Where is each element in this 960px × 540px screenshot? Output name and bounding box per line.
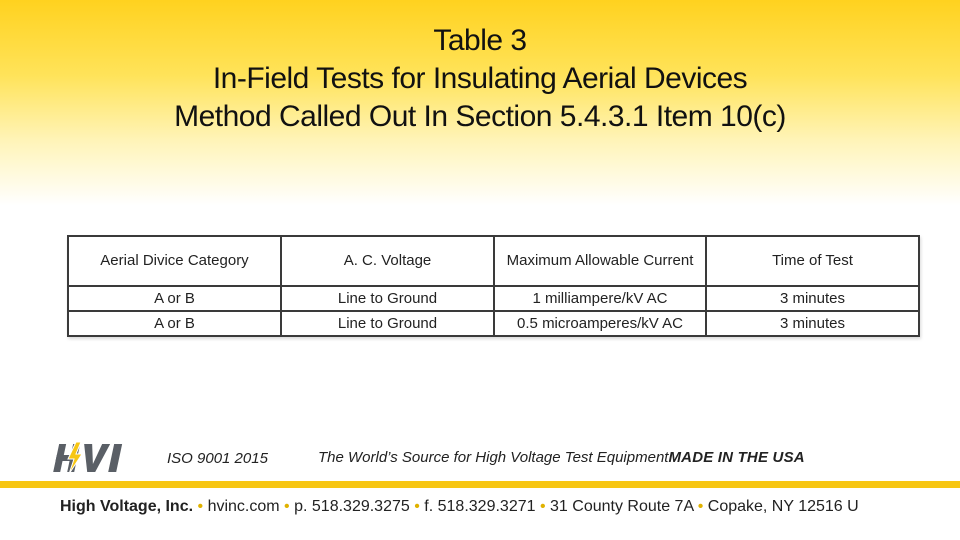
table-row xyxy=(68,311,919,336)
table-row xyxy=(68,286,919,311)
fax-number: f. 518.329.3271 xyxy=(424,498,536,515)
iso-certification: ISO 9001 2015 xyxy=(167,450,268,467)
title-line-3: Method Called Out In Section 5.4.3.1 Item 10(c) xyxy=(174,100,786,133)
title-line-1: Table 3 xyxy=(433,24,527,57)
header-category: Aerial Divice Category xyxy=(68,236,281,286)
company-name: High Voltage, Inc. xyxy=(60,498,194,515)
separator: • xyxy=(697,498,704,515)
separator: • xyxy=(197,498,204,515)
website-link[interactable]: hvinc.com xyxy=(207,498,280,515)
header-time: Time of Test xyxy=(706,236,919,286)
phone-number: p. 518.329.3275 xyxy=(294,498,410,515)
title-line-2: In-Field Tests for Insulating Aerial Devices xyxy=(212,62,748,95)
separator: • xyxy=(284,498,290,515)
cell-category: A or B xyxy=(68,286,281,311)
city-state-zip: Copake, NY 12516 U xyxy=(707,498,859,515)
header-voltage: A. C. Voltage xyxy=(281,236,494,286)
footer-divider xyxy=(0,481,960,488)
lightning-bolt-icon xyxy=(52,440,130,476)
tagline xyxy=(318,449,805,466)
separator: • xyxy=(414,498,420,515)
cell-voltage: Line to Ground xyxy=(281,286,494,311)
cell-time: 3 minutes xyxy=(706,311,919,336)
slide-title xyxy=(0,22,960,136)
table-header-row xyxy=(68,236,919,286)
cell-voltage: Line to Ground xyxy=(281,311,494,336)
header-max-current: Maximum Allowable Current xyxy=(494,236,706,286)
made-in-usa: MADE IN THE USA xyxy=(668,449,805,466)
cell-max-current: 0.5 microamperes/kV AC xyxy=(494,311,706,336)
footer-contact xyxy=(60,498,960,516)
cell-max-current: 1 milliampere/kV AC xyxy=(494,286,706,311)
street-address: 31 County Route 7A xyxy=(550,498,694,515)
separator: • xyxy=(539,498,546,515)
hvi-logo xyxy=(52,440,130,476)
tagline-text: The World’s Source for High Voltage Test Equipment xyxy=(318,449,669,466)
cell-category: A or B xyxy=(68,311,281,336)
cell-time: 3 minutes xyxy=(706,286,919,311)
test-spec-table xyxy=(67,235,920,337)
